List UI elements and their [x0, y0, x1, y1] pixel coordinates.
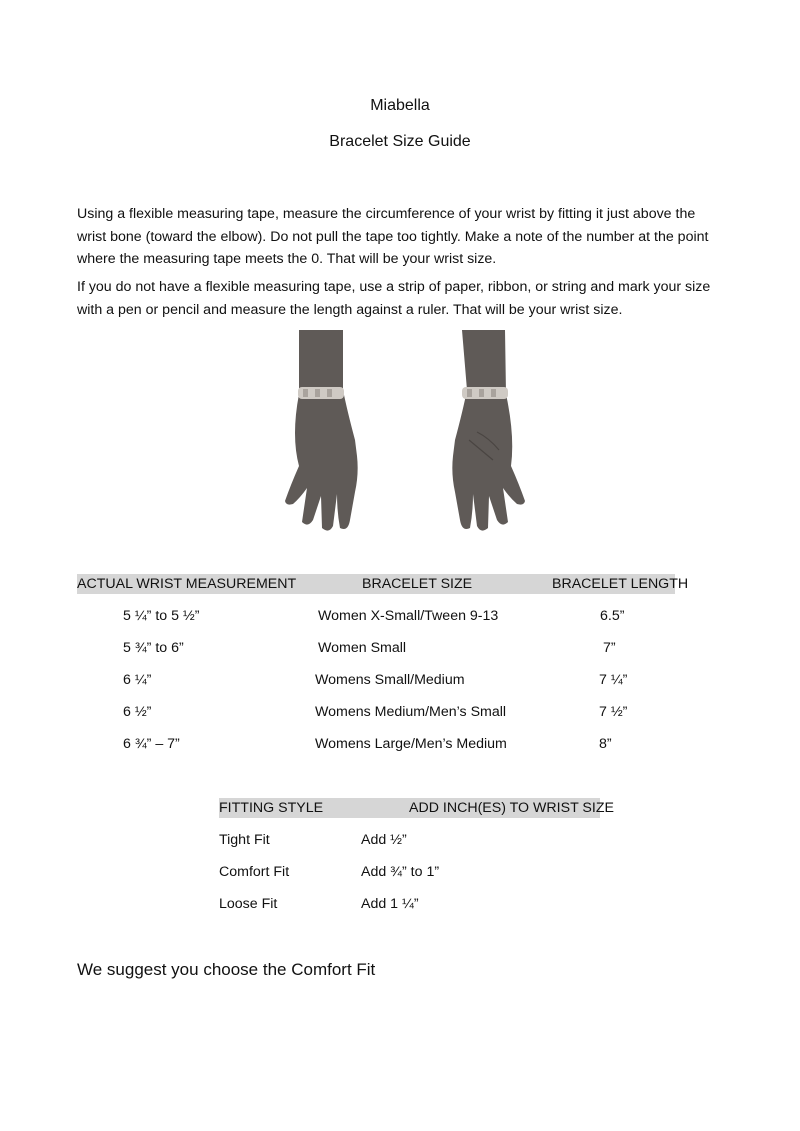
fit-addition: Add ¾” to 1”	[361, 864, 440, 880]
instruction-paragraph-2: If you do not have a flexible measuring tape, use a strip of paper, ribbon, or string and mark your size with a pen or pencil and measure the length against a ruler. That will be your wrist size.	[77, 279, 711, 318]
bracelet-length: 7 ½”	[599, 704, 628, 720]
wrist-measurement: 6 ¾” – 7”	[123, 736, 180, 752]
bracelet-length: 7”	[603, 640, 616, 656]
suggestion-text: We suggest you choose the Comfort Fit	[77, 960, 376, 979]
bracelet-length: 8”	[599, 736, 612, 752]
fit-addition: Add ½”	[361, 832, 407, 848]
size-header-wrist: ACTUAL WRIST MEASUREMENT	[77, 576, 297, 592]
bracelet-length: 6.5”	[600, 608, 625, 624]
bracelet-length: 7 ¼”	[599, 672, 628, 688]
wrist-measurement: 6 ¼”	[123, 672, 152, 688]
right-hand-icon	[452, 330, 525, 531]
fitting-style: Loose Fit	[219, 896, 278, 912]
brand-name: Miabella	[370, 97, 430, 114]
bracelet-size: Womens Small/Medium	[315, 672, 465, 688]
fitting-style: Tight Fit	[219, 832, 270, 848]
bracelet-size: Women Small	[318, 640, 407, 656]
left-hand-icon	[285, 330, 358, 531]
wrist-measurement: 5 ¼” to 5 ½”	[123, 608, 200, 624]
fit-header-style: FITTING STYLE	[219, 800, 324, 816]
fit-header-add: ADD INCH(ES) TO WRIST SIZE	[409, 800, 614, 816]
instruction-paragraph-1: Using a flexible measuring tape, measure the circumference of your wrist by fitting it just above the wrist bone (toward the elbow). Do not pull the tape too tightly. Make a note of the number at the point where the measuring tape meets the 0. That will be your wrist size.	[77, 206, 709, 267]
fitting-style: Comfort Fit	[219, 864, 290, 880]
hands-illustration	[255, 328, 555, 536]
bracelet-size: Womens Large/Men’s Medium	[315, 736, 507, 752]
wrist-measurement: 6 ½”	[123, 704, 152, 720]
bracelet-size: Women X-Small/Tween 9-13	[318, 608, 499, 624]
fit-addition: Add 1 ¼”	[361, 896, 419, 912]
fit-table-header	[219, 798, 614, 818]
size-table-header	[77, 574, 689, 594]
page-title: Bracelet Size Guide	[329, 133, 471, 150]
size-header-length: BRACELET LENGTH	[552, 576, 689, 592]
wrist-measurement: 5 ¾” to 6”	[123, 640, 184, 656]
bracelet-size: Womens Medium/Men’s Small	[315, 704, 507, 720]
size-header-size: BRACELET SIZE	[362, 576, 473, 592]
